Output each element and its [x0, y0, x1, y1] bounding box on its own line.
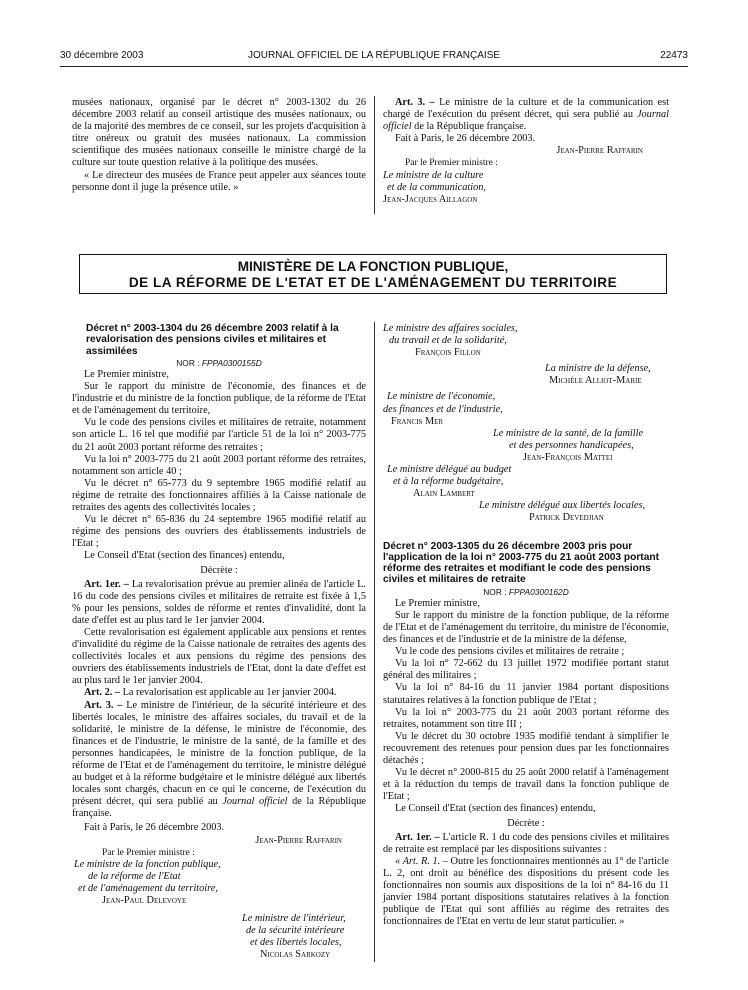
minister-title: de la sécurité intérieure	[246, 925, 345, 937]
article-label: Art. R. 1.	[402, 855, 441, 867]
column-divider	[374, 322, 375, 962]
minister-title: Le ministre de la santé, de la famille	[493, 427, 644, 439]
signer-name: Jean-Pierre Raffarin	[556, 145, 643, 157]
par-line: Par le Premier ministre :	[405, 158, 498, 169]
page-number: 22473	[660, 50, 688, 61]
minister-title: et des libertés locales,	[250, 937, 342, 949]
top-left-column	[72, 97, 366, 194]
decrete-heading: Décrète :	[507, 818, 545, 830]
signatures-and-decree-1305-column	[383, 323, 669, 928]
minister-name: Jean-François Mattei	[523, 451, 613, 463]
journal-title: JOURNAL OFFICIEL DE LA RÉPUBLIQUE FRANÇAISE	[247, 50, 501, 61]
decree-title: Décret n° 2003-1305 du 26 décembre 2003 pris pour l'application de la loi n° 2003-775 du 21 août 2003 portant réforme des retraites et modifiant le code des pensions civiles et militaires de retraite	[383, 540, 659, 586]
paragraph: Sur le rapport du ministre de la fonction publique, de la réforme de l'Etat et de l'aménagement du territoire, du ministre de l'économie, des finances et de l'industrie et de la ministre de la défense,	[383, 609, 669, 646]
column-divider	[374, 96, 375, 214]
paragraph: Sur le rapport du ministre de l'économie, des finances et de l'industrie et du ministre de la fonction publique, de la réforme de l'Etat et de l'aménagement du territoire,	[72, 381, 366, 417]
paragraph: Vu la loi n° 2003-775 du 21 août 2003 portant réforme des retraites, notamment son titre III ;	[383, 706, 669, 730]
paragraph: Le Conseil d'Etat (section des finances) entendu,	[84, 550, 285, 562]
paragraph: Vu le décret du 30 octobre 1935 modifié tendant à simplifier le recouvrement des retenues pour pension dues par les fonctionnaires détachés ;	[383, 730, 669, 766]
minister-title: Le ministre délégué aux libertés locales,	[479, 500, 646, 512]
minister-name: Jean-Paul Delevoye	[102, 895, 187, 907]
decree-1304-column	[72, 323, 366, 961]
paragraph: Le Premier ministre,	[84, 368, 169, 380]
top-right-column	[383, 97, 669, 206]
page-header	[60, 50, 688, 64]
paragraph: Vu le code des pensions civiles et militaires de retraite, notamment son article L. 16 tel que modifié par l'article 51 de la loi n° 2003-775 du 21 août 2003 portant réforme des retraites ;	[72, 417, 366, 453]
minister-title: et de la communication,	[387, 181, 486, 193]
paragraph: Vu le code des pensions civiles et militaires de retraite ;	[395, 646, 625, 658]
paragraph: « Le directeur des musées de France peut appeler aux séances toute personne dont il juge la présence utile. »	[72, 169, 366, 193]
minister-title: et de l'aménagement du territoire,	[78, 882, 218, 894]
journal-ref: Journal officiel	[383, 109, 669, 133]
minister-title: La ministre de la défense,	[545, 363, 651, 375]
header-rule	[60, 66, 688, 67]
minister-title: Le ministre de l'économie,	[387, 391, 496, 403]
minister-name: Patrick Devedjian	[529, 512, 604, 524]
article-text: de la République française.	[411, 121, 527, 133]
minister-name: François Fillon	[415, 347, 481, 359]
decree-title: Décret n° 2003-1304 du 26 décembre 2003 relatif à la revalorisation des pensions civiles et militaires et assimilées	[86, 323, 339, 357]
minister-title: Le ministre délégué au budget	[387, 464, 512, 476]
issue-date: 30 décembre 2003	[60, 50, 144, 61]
paragraph: Vu le décret n° 65-836 du 24 septembre 1965 modifié relatif au régime des pensions des ouvriers des établissements industriels de l'Etat ;	[72, 514, 366, 550]
article-text: La revalorisation est applicable au 1er janvier 2004.	[120, 687, 337, 699]
article-text: de la République française.	[72, 796, 366, 820]
minister-name: Alain Lambert	[413, 488, 475, 500]
article-text: Le ministre de l'intérieur, de la sécurité intérieure et des libertés locales, le ministre des affaires sociales, du travail et de la solidarité, le ministre de la défense, le ministre de l'économie, des finances et de l'industrie, le ministre de la santé, de la famille et des personnes handicapées, le ministre de la fonction publique, de la réforme de l'Etat et de l'aménagement du territoire, le ministre délégué au budget et à la réforme budgétaire et le ministre délégué aux libertés locales sont chargés, chacun en ce qui le concerne, de l'exécution du présent décret, qui sera publié au	[72, 699, 366, 808]
article-label: Art. 3. –	[395, 97, 435, 108]
nor-code: NOR : FPPA0300162D	[483, 586, 569, 597]
banner-line-2: DE LA RÉFORME DE L'ETAT ET DE L'AMÉNAGEMENT DU TERRITOIRE	[128, 275, 618, 290]
nor-code: NOR : FPPA0300155D	[176, 357, 262, 368]
minister-title: Le ministre de la culture	[383, 169, 484, 181]
decrete-heading: Décrète :	[200, 565, 238, 577]
quote-mark: «	[395, 855, 403, 867]
paragraph: musées nationaux, organisé par le décret n° 2003-1302 du 26 décembre 2003 relatif au conseil artistique des musées nationaux, ou de la majorité des membres de ce conseil, sur les projets d'acquisition à titre onéreux ou gratuit des musées nationaux. La commission scientifique des musées nationaux conseille le ministre chargé de la culture sur toute question relative à la politique des musées.	[72, 97, 366, 169]
article-label: Art. 1er. –	[84, 578, 129, 590]
paragraph: Le Conseil d'Etat (section des finances) entendu,	[395, 803, 596, 815]
paragraph: Vu le décret n° 2000-815 du 25 août 2000 relatif à l'aménagement et à la réduction du temps de travail dans la fonction publique de l'Etat ;	[383, 767, 669, 803]
paragraph: Vu le décret n° 65-773 du 9 septembre 1965 modifié relatif au régime de retraite des fonctionnaires affiliés à la Caisse nationale de retraites des agents des collectivités locales ;	[72, 477, 366, 514]
minister-title: des finances et de l'industrie,	[383, 403, 503, 415]
paragraph: Le Premier ministre,	[395, 597, 480, 609]
article-text: Le ministre de la culture et de la communication est chargé de l'exécution du présent décret, qui sera publié au	[383, 97, 669, 121]
article-label: Art. 1er. –	[395, 831, 440, 843]
article-text: L'article R. 1 du code des pensions civiles et militaires de retraite est remplacé par les dispositions suivantes :	[383, 831, 669, 855]
article-text: – Outre les fonctionnaires mentionnés au 1° de l'article L. 2, ont droit au bénéfice des dispositions du présent code les fonctionnaires non soumis aux dispositions de la loi n° 84-16 du 11 janvier 1984 portant dispositions statutaires relatives à la fonction publique de l'Etat qui sont affiliés au régime des retraites des fonctionnaires de l'Etat en vertu de leur statut particulier. »	[383, 855, 669, 928]
ministry-banner	[79, 254, 667, 294]
paragraph: Vu la loi n° 2003-775 du 21 août 2003 portant réforme des retraites, notamment son article 40 ;	[72, 453, 366, 477]
paragraph: Vu la loi n° 84-16 du 11 janvier 1984 portant dispositions statutaires relatives à la fonction publique de l'Etat ;	[383, 682, 669, 706]
paragraph: Cette revalorisation est également applicable aux pensions et rentes d'invalidité du régime de la Caisse nationale de retraites des agents des collectivités locales et aux pensions du régime des pensions des ouvriers des établissements industriels de l'Etat, dont la date d'effet est au plus tard le 1er janvier 2004.	[72, 626, 366, 687]
fait-line: Fait à Paris, le 26 décembre 2003.	[395, 133, 536, 145]
article-label: Art. 2. –	[84, 687, 121, 699]
minister-name: Jean-Jacques Aillagon	[383, 193, 478, 205]
minister-title: Le ministre de la fonction publique,	[74, 858, 221, 870]
article-label: Art. 3. –	[84, 699, 123, 711]
minister-title: du travail et de la solidarité,	[389, 335, 507, 347]
minister-name: Francis Mer	[391, 415, 444, 427]
minister-title: Le ministre des affaires sociales,	[383, 323, 518, 334]
article-text: La revalorisation prévue au premier alinéa de l'article L. 16 du code des pensions civiles et militaires de retraite est fixée à 1,5 % pour les pensions, soldes de réforme et rentes d'invalidité, dont la date d'effet est au plus tard le 1er janvier 2004.	[72, 578, 366, 626]
minister-name: Nicolas Sarkozy	[260, 949, 331, 961]
paragraph: Vu la loi n° 72-662 du 13 juillet 1972 modifiée portant statut général des militaires ;	[383, 658, 669, 682]
banner-line-1: MINISTÈRE DE LA FONCTION PUBLIQUE,	[237, 259, 509, 274]
minister-title: et à la réforme budgétaire,	[393, 476, 504, 488]
par-line: Par le Premier ministre :	[102, 847, 195, 858]
minister-name: Michèle Alliot-Marie	[549, 375, 642, 387]
minister-title: Le ministre de l'intérieur,	[242, 913, 346, 925]
signer-name: Jean-Pierre Raffarin	[255, 834, 342, 846]
fait-line: Fait à Paris, le 26 décembre 2003.	[84, 822, 225, 834]
minister-title: et des personnes handicapées,	[509, 439, 634, 451]
journal-ref: Journal officiel	[222, 796, 288, 808]
minister-title: de la réforme de l'Etat	[88, 870, 181, 882]
